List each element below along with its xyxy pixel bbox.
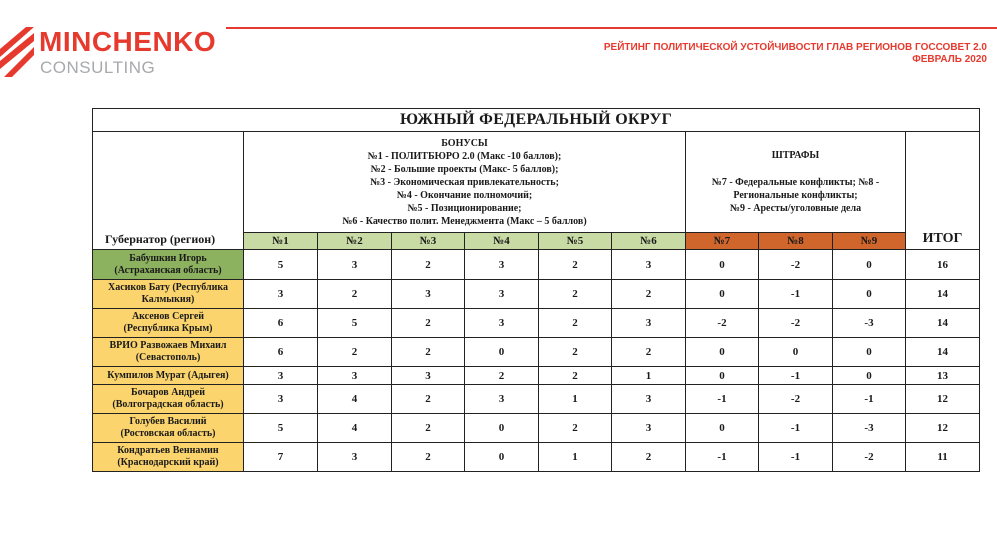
score-cell: 5 [244, 250, 318, 280]
governor-region: (Астраханская область) [114, 264, 222, 276]
column-header: №9 [833, 233, 906, 250]
score-cell: 7 [244, 443, 318, 472]
score-cell: 3 [465, 385, 539, 414]
governor-name: Бочаров Андрей [130, 387, 205, 398]
table-row [93, 309, 980, 338]
rating-table [92, 108, 980, 472]
total-cell: 14 [906, 280, 980, 309]
total-cell: 16 [906, 250, 980, 280]
score-cell: -1 [686, 443, 759, 472]
table-row [93, 443, 980, 472]
table-row [93, 280, 980, 309]
score-cell: -1 [759, 443, 833, 472]
penalty-criterion: №9 - Аресты/уголовные дела [729, 203, 862, 214]
score-cell: 4 [318, 414, 392, 443]
score-cell: 0 [686, 367, 759, 385]
score-cell: 2 [392, 309, 465, 338]
penalties-legend [686, 132, 906, 233]
score-cell: 5 [244, 414, 318, 443]
score-cell: -1 [759, 280, 833, 309]
governor-cell [93, 338, 244, 367]
report-title-line: РЕЙТИНГ ПОЛИТИЧЕСКОЙ УСТОЙЧИВОСТИ ГЛАВ РЕГИОНОВ ГОССОВЕТ 2.0 [603, 42, 987, 53]
total-cell: 12 [906, 385, 980, 414]
bonuses-title: БОНУСЫ [441, 137, 488, 149]
score-cell: 0 [686, 414, 759, 443]
score-cell: 5 [318, 309, 392, 338]
score-cell: 2 [318, 280, 392, 309]
score-cell: 2 [392, 414, 465, 443]
governor-region: Калмыкия) [141, 294, 195, 305]
column-header: №4 [465, 233, 539, 250]
score-cell: -1 [759, 414, 833, 443]
score-cell: 0 [759, 338, 833, 367]
bonus-criterion: №1 - ПОЛИТБЮРО 2.0 (Макс -10 баллов); [367, 150, 562, 162]
score-cell: 3 [392, 280, 465, 309]
score-cell: 3 [612, 309, 686, 338]
column-header: №8 [759, 233, 833, 250]
score-cell: 2 [612, 280, 686, 309]
penalty-criterion: Региональные конфликты; [733, 190, 858, 201]
score-cell: 2 [612, 338, 686, 367]
score-cell: 2 [392, 250, 465, 280]
total-header: ИТОГ [906, 132, 980, 250]
score-cell: 0 [686, 280, 759, 309]
governor-cell [93, 385, 244, 414]
governor-cell [93, 367, 244, 385]
score-cell: 0 [465, 443, 539, 472]
score-cell: 1 [539, 443, 612, 472]
score-cell: 0 [686, 250, 759, 280]
minchenko-logo [0, 25, 230, 85]
score-cell: -2 [759, 385, 833, 414]
governor-header: Губернатор (регион) [93, 132, 244, 250]
score-cell: 3 [612, 414, 686, 443]
report-title [604, 42, 987, 66]
score-cell: 3 [612, 385, 686, 414]
governor-name: ВРИО Развожаев Михаил [109, 340, 227, 351]
table-row [93, 338, 980, 367]
score-cell: 2 [392, 385, 465, 414]
score-cell: 0 [833, 367, 906, 385]
score-cell: 1 [612, 367, 686, 385]
score-cell: 0 [465, 338, 539, 367]
district-title: ЮЖНЫЙ ФЕДЕРАЛЬНЫЙ ОКРУГ [93, 109, 980, 132]
score-cell: 0 [465, 414, 539, 443]
score-cell: 0 [833, 338, 906, 367]
score-cell: -2 [686, 309, 759, 338]
total-cell: 14 [906, 309, 980, 338]
governor-region: (Севастополь) [135, 352, 201, 363]
governor-region: (Ростовская область) [120, 428, 216, 439]
governor-name: Аксенов Сергей [131, 311, 205, 322]
penalty-criterion: №7 - Федеральные конфликты; №8 - [711, 177, 880, 188]
score-cell: 3 [465, 250, 539, 280]
score-cell: -3 [833, 309, 906, 338]
governor-region: (Краснодарский край) [117, 457, 219, 468]
score-cell: 2 [612, 443, 686, 472]
score-cell: 0 [686, 338, 759, 367]
table-row [93, 250, 980, 280]
score-cell: 3 [244, 280, 318, 309]
governor-cell [93, 414, 244, 443]
report-date: ФЕВРАЛЬ 2020 [912, 54, 987, 65]
header-divider [226, 27, 997, 29]
governor-cell [93, 443, 244, 472]
bonus-criterion: №2 - Большие проекты (Макс- 5 баллов); [370, 163, 559, 175]
score-cell: 0 [833, 280, 906, 309]
score-cell: 2 [539, 250, 612, 280]
score-cell: 3 [612, 250, 686, 280]
governor-name: Голубев Василий [129, 416, 207, 427]
bonus-criterion: №4 - Окончание полномочий; [396, 189, 533, 201]
score-cell: 6 [244, 338, 318, 367]
score-cell: 4 [318, 385, 392, 414]
score-cell: 2 [539, 309, 612, 338]
score-cell: 2 [392, 338, 465, 367]
governor-region: (Республика Крым) [123, 323, 213, 334]
logo-name: MINCHENKO [39, 26, 217, 57]
governor-region: (Волгоградская область) [112, 399, 224, 410]
score-cell: 2 [392, 443, 465, 472]
table-row [93, 367, 980, 385]
logo-subtitle: CONSULTING [40, 58, 156, 77]
diagonal-stripes-icon [0, 27, 34, 77]
table-row [93, 414, 980, 443]
bonus-criterion: №3 - Экономическая привлекательность; [370, 176, 559, 188]
column-header: №1 [244, 233, 318, 250]
column-header: №7 [686, 233, 759, 250]
total-cell: 14 [906, 338, 980, 367]
score-cell: -2 [759, 309, 833, 338]
score-cell: 3 [392, 367, 465, 385]
score-cell: -2 [833, 443, 906, 472]
score-cell: 3 [244, 367, 318, 385]
score-cell: 3 [318, 443, 392, 472]
penalties-title: ШТРАФЫ [771, 150, 820, 161]
score-cell: 6 [244, 309, 318, 338]
governor-name: Бабушкин Игорь [129, 252, 207, 264]
total-cell: 13 [906, 367, 980, 385]
score-cell: 1 [539, 385, 612, 414]
governor-name: Кумпилов Мурат (Адыгея) [107, 369, 229, 381]
score-cell: 2 [539, 280, 612, 309]
score-cell: 3 [244, 385, 318, 414]
column-header: №6 [612, 233, 686, 250]
total-cell: 12 [906, 414, 980, 443]
score-cell: 3 [318, 250, 392, 280]
column-header: №2 [318, 233, 392, 250]
governor-cell [93, 250, 244, 280]
score-cell: -1 [686, 385, 759, 414]
score-cell: 3 [465, 309, 539, 338]
score-cell: 3 [318, 367, 392, 385]
governor-cell [93, 280, 244, 309]
score-cell: 2 [318, 338, 392, 367]
score-cell: 2 [539, 338, 612, 367]
governor-name: Кондратьев Веннамин [117, 445, 219, 456]
score-cell: -1 [759, 367, 833, 385]
total-cell: 11 [906, 443, 980, 472]
score-cell: 2 [539, 414, 612, 443]
governor-name: Хасиков Бату (Республика [107, 282, 228, 293]
table-row [93, 385, 980, 414]
governor-cell [93, 309, 244, 338]
column-header: №5 [539, 233, 612, 250]
score-cell: 3 [465, 280, 539, 309]
score-cell: -3 [833, 414, 906, 443]
score-cell: -1 [833, 385, 906, 414]
score-cell: 2 [465, 367, 539, 385]
bonuses-legend [244, 132, 686, 233]
bonus-criterion: №5 - Позиционирование; [407, 202, 522, 214]
score-cell: -2 [759, 250, 833, 280]
bonus-criterion: №6 - Качество полит. Менеджмента (Макс – 5 баллов) [342, 215, 587, 227]
score-cell: 0 [833, 250, 906, 280]
column-header: №3 [392, 233, 465, 250]
score-cell: 2 [539, 367, 612, 385]
